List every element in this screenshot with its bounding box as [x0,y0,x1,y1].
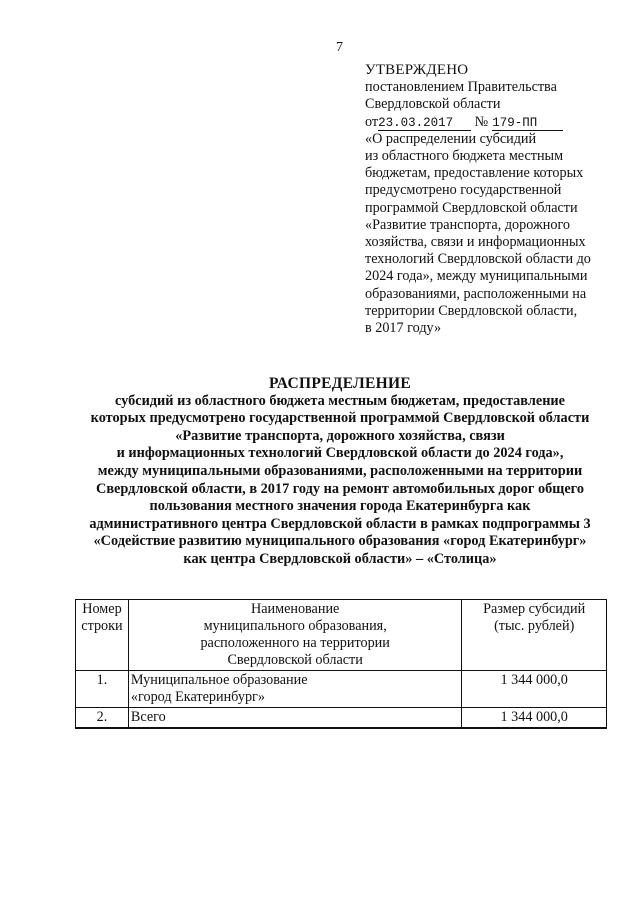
decree-title-line: из областного бюджета местным [365,148,564,165]
decree-title-line: «Развитие транспорта, дорожного [365,216,571,233]
approval-stamp [365,62,625,337]
approval-line-2: Свердловской области [365,96,501,113]
decree-title-line: бюджетам, предоставление которых [365,165,584,182]
table-header-row [76,600,607,671]
title-line: пользования местного значения города Екатеринбурга как [149,498,531,515]
title-line: как центра Свердловской области» – «Столица» [183,550,497,567]
number-sign: № [474,113,489,130]
header-name [128,600,461,671]
row-name-line: Всего [130,709,166,725]
decree-title [365,131,625,337]
title-line: между муниципальными образованиями, расположенными на территории [97,462,583,479]
row-number: 1. [76,671,129,708]
row-amount: 1 344 000,0 [462,708,607,729]
subsidies-table [75,599,607,729]
document-title [40,375,640,569]
decree-title-line: территории Свердловской области, [365,302,578,319]
header-text: (тыс. рублей) [494,618,575,634]
approval-line-1: постановлением Правительства [365,79,557,96]
title-line: «Развитие транспорта, дорожного хозяйства, связи [175,427,505,444]
decree-title-line: технологий Свердловской области до [365,251,591,268]
decree-title-line: образованиями, расположенными на [365,285,587,302]
title-line: «Содействие развитию муниципального образования «город Екатеринбург» [93,533,587,550]
row-name-line: Муниципальное образование [130,672,308,688]
header-text: Свердловской области [227,652,363,668]
decree-number: 179-ПП [492,116,563,131]
decree-title-line: в 2017 году» [365,320,442,337]
header-text: Размер субсидий [483,601,586,617]
header-text: Наименование [250,601,340,617]
table-row-total [76,708,607,729]
decree-title-line: хозяйства, связи и информационных [365,234,586,251]
row-name [128,671,461,708]
table-row [76,671,607,708]
decree-title-line: программой Свердловской области [365,199,578,216]
decree-title-line: «О распределении субсидий [365,130,537,147]
approval-date-line [365,114,625,131]
decree-title-line: 2024 года», между муниципальными [365,268,588,285]
header-text: расположенного на территории [200,635,390,651]
title-line: которых предусмотрено государственной программой Свердловской области [90,410,590,427]
decree-date: 23.03.2017 [378,116,471,131]
row-name-line: «город Екатеринбург» [130,689,265,705]
header-number [76,600,129,671]
page-number: 7 [336,40,343,55]
row-number: 2. [76,708,129,729]
decree-title-line: предусмотрено государственной [365,182,562,199]
header-text: строки [81,618,123,634]
title-line: административного центра Свердловской области в рамках подпрограммы 3 [89,515,591,532]
approval-heading: УТВЕРЖДЕНО [365,62,469,78]
date-prefix: от [365,113,379,130]
main-title: РАСПРЕДЕЛЕНИЕ [269,375,411,392]
title-line: субсидий из областного бюджета местным бюджетам, предоставление [114,392,566,409]
header-amount [462,600,607,671]
title-line: и информационных технологий Свердловской области до 2024 года», [116,445,564,462]
row-name [128,708,461,729]
title-line: Свердловской области, в 2017 году на ремонт автомобильных дорог общего [96,480,584,497]
row-amount: 1 344 000,0 [462,671,607,708]
header-text: муниципального образования, [203,618,387,634]
header-text: Номер [82,601,122,617]
